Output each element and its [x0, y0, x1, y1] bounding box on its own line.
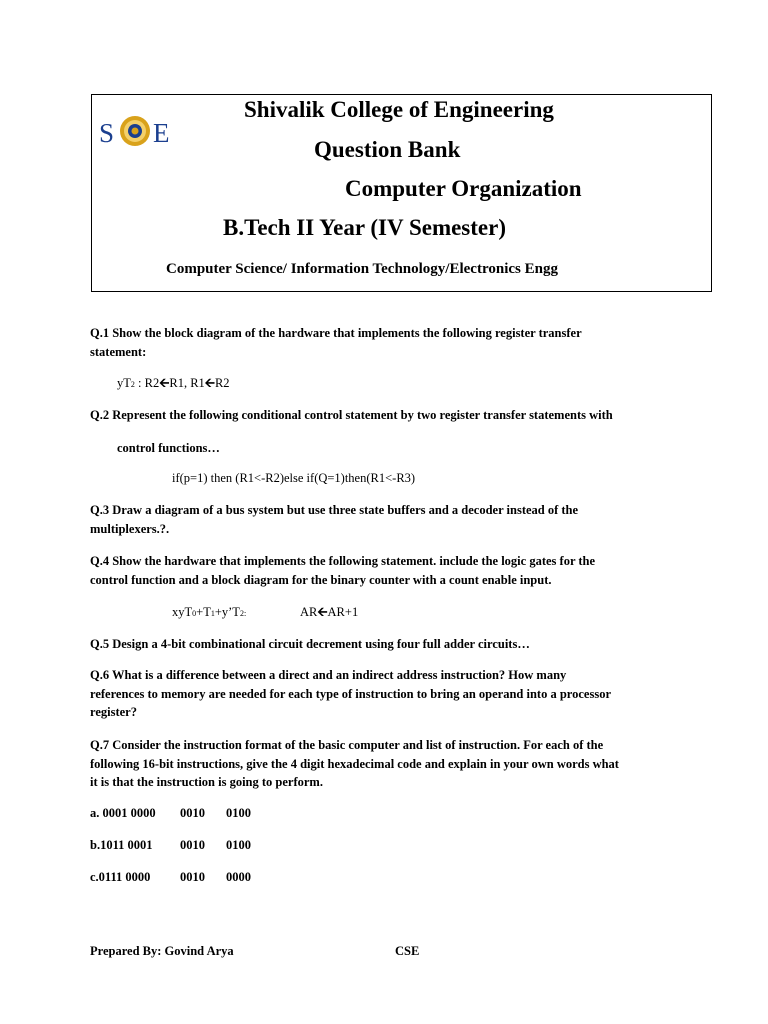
q2-line2: control functions… [117, 441, 220, 455]
q4-text: Q.4 Show the hardware that implements the following statement. include the logic gates for the control function and a block diagram for the binary counter with a count enable input. [90, 554, 596, 587]
left-arrow-icon: 🡨 [159, 376, 170, 390]
q7-item-c-c: 0000 [226, 870, 251, 884]
q1-statement: yT2 : R2🡨R1, R1🡨R2 [117, 376, 230, 390]
q7-item-b-c: 0100 [226, 838, 251, 852]
q5-text: Q.5 Design a 4-bit combinational circuit decrement using four full adder circuits… [90, 637, 530, 651]
q7-text: Q.7 Consider the instruction format of the basic computer and list of instruction. For each of the following 16-bit instructions, give the 4 digit hexadecimal code and explain in your own words what it is that the instruction is going to perform. [90, 738, 619, 789]
q7-item-c-b: 0010 [180, 870, 205, 884]
logo-letter-e: E [153, 118, 170, 148]
q2-line1: Q.2 Represent the following conditional control statement by two register transfer statements with [90, 408, 613, 422]
doc-type: Question Bank [314, 137, 461, 162]
q6-text: Q.6 What is a difference between a direct and an indirect address instruction? How many references to memory are needed for each type of instruction to bring an operand into a processor register? [90, 668, 611, 719]
year-title: B.Tech II Year (IV Semester) [223, 215, 506, 240]
q7-item-c: c.0111 0000 [90, 870, 151, 884]
college-name: Shivalik College of Engineering [244, 97, 554, 122]
department: CSE [395, 944, 420, 958]
q7-item-b: b.1011 0001 [90, 838, 153, 852]
q7-item-a: a. 0001 0000 [90, 806, 156, 820]
q1-text: Q.1 Show the block diagram of the hardware that implements the following register transfer statement: [90, 326, 582, 359]
q4-statement: xyT0+T1+y’T2: [172, 605, 247, 619]
q4-rhs: AR🡨AR+1 [300, 605, 359, 619]
q7-item-a-b: 0010 [180, 806, 205, 820]
q7-item-b-b: 0010 [180, 838, 205, 852]
logo-letter-s: S [99, 118, 115, 148]
left-arrow-icon: 🡨 [317, 605, 328, 619]
left-arrow-icon: 🡨 [204, 376, 215, 390]
q7-item-a-c: 0100 [226, 806, 251, 820]
q2-statement: if(p=1) then (R1<-R2)else if(Q=1)then(R1<-R3) [172, 471, 416, 485]
header-box [91, 94, 712, 292]
branches: Computer Science/ Information Technology/Electronics Engg [166, 261, 558, 277]
prepared-by: Prepared By: Govind Arya [90, 944, 234, 958]
college-logo [97, 111, 173, 151]
subject-title: Computer Organization [345, 176, 582, 201]
q3-text: Q.3 Draw a diagram of a bus system but use three state buffers and a decoder instead of the multiplexers.?. [90, 503, 579, 536]
